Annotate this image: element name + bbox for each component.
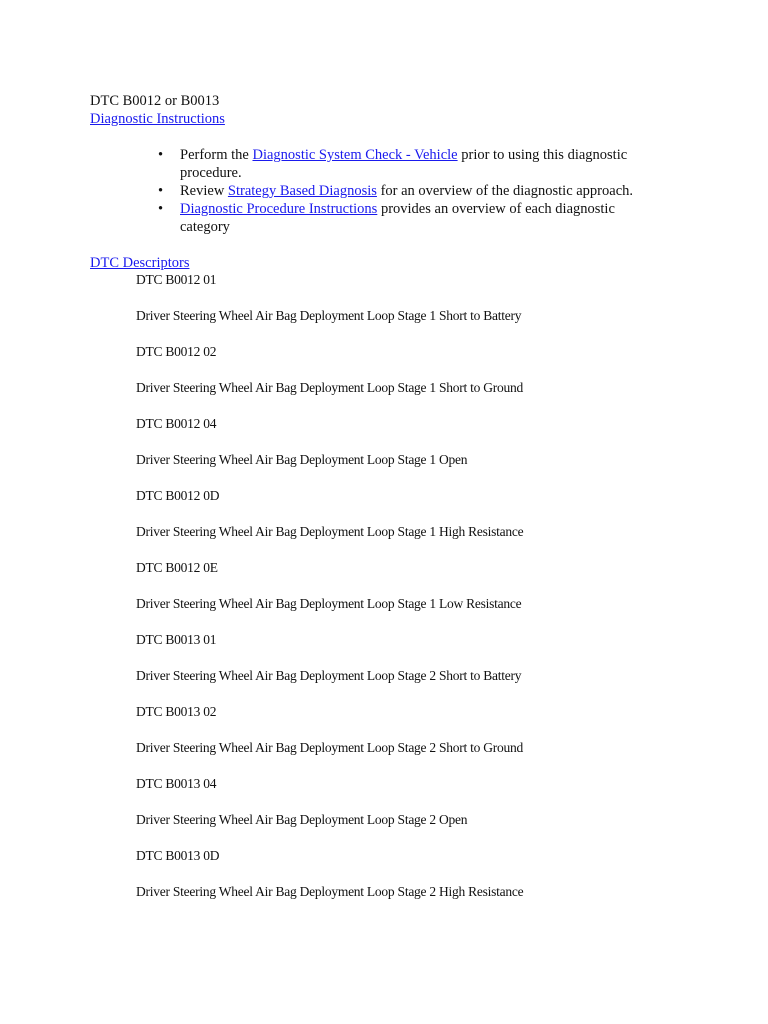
diagnostic-procedure-instructions-link[interactable]: Diagnostic Procedure Instructions (180, 201, 378, 217)
bullet-item-system-check (158, 146, 650, 182)
dtc-code: DTC B0012 0D (136, 488, 220, 503)
dtc-description: Driver Steering Wheel Air Bag Deployment Loop Stage 1 High Resistance (136, 524, 524, 539)
dtc-description: Driver Steering Wheel Air Bag Deployment Loop Stage 1 Short to Battery (136, 308, 522, 323)
diagnostic-system-check-link[interactable]: Diagnostic System Check - Vehicle (252, 147, 458, 163)
page-title: DTC B0012 or B0013 (90, 93, 220, 109)
bullet-text-after: for an overview of the diagnostic approach. (376, 183, 634, 199)
dtc-code: DTC B0012 0E (136, 560, 218, 575)
dtc-description: Driver Steering Wheel Air Bag Deployment Loop Stage 1 Open (136, 452, 468, 467)
dtc-description: Driver Steering Wheel Air Bag Deployment Loop Stage 2 Short to Ground (136, 740, 524, 755)
bullet-text-before: Perform the (180, 147, 253, 163)
dtc-description: Driver Steering Wheel Air Bag Deployment Loop Stage 2 Open (136, 812, 468, 827)
dtc-description: Driver Steering Wheel Air Bag Deployment Loop Stage 1 Low Resistance (136, 596, 522, 611)
dtc-code: DTC B0012 01 (136, 272, 217, 287)
diagnostic-instructions-link[interactable]: Diagnostic Instructions (90, 111, 225, 127)
dtc-description: Driver Steering Wheel Air Bag Deployment Loop Stage 1 Short to Ground (136, 380, 524, 395)
dtc-description: Driver Steering Wheel Air Bag Deployment Loop Stage 2 High Resistance (136, 884, 524, 899)
bullet-item-strategy (158, 182, 650, 200)
dtc-code: DTC B0012 02 (136, 344, 217, 359)
dtc-code: DTC B0013 02 (136, 704, 217, 719)
bullet-text-after: provides an overview of each diagnostic category (180, 201, 615, 235)
bullet-icon: • (158, 147, 164, 163)
dtc-code: DTC B0013 04 (136, 776, 217, 791)
bullet-text-after: prior to using this diagnostic procedure. (180, 147, 628, 181)
strategy-based-diagnosis-link[interactable]: Strategy Based Diagnosis (227, 183, 377, 199)
dtc-code: DTC B0012 04 (136, 416, 217, 431)
dtc-description: Driver Steering Wheel Air Bag Deployment Loop Stage 2 Short to Battery (136, 668, 522, 683)
instruction-bullet-list (158, 146, 650, 236)
dtc-descriptors-row (90, 254, 189, 272)
bullet-icon: • (158, 201, 164, 217)
bullet-item-procedure (158, 200, 650, 236)
bullet-icon: • (158, 183, 164, 199)
dtc-code: DTC B0013 01 (136, 632, 217, 647)
dtc-descriptor-list (136, 271, 523, 919)
diagnostic-instructions-row (90, 110, 225, 128)
bullet-text-before: Review (180, 183, 228, 199)
dtc-code: DTC B0013 0D (136, 848, 220, 863)
dtc-descriptors-link[interactable]: DTC Descriptors (90, 255, 190, 271)
